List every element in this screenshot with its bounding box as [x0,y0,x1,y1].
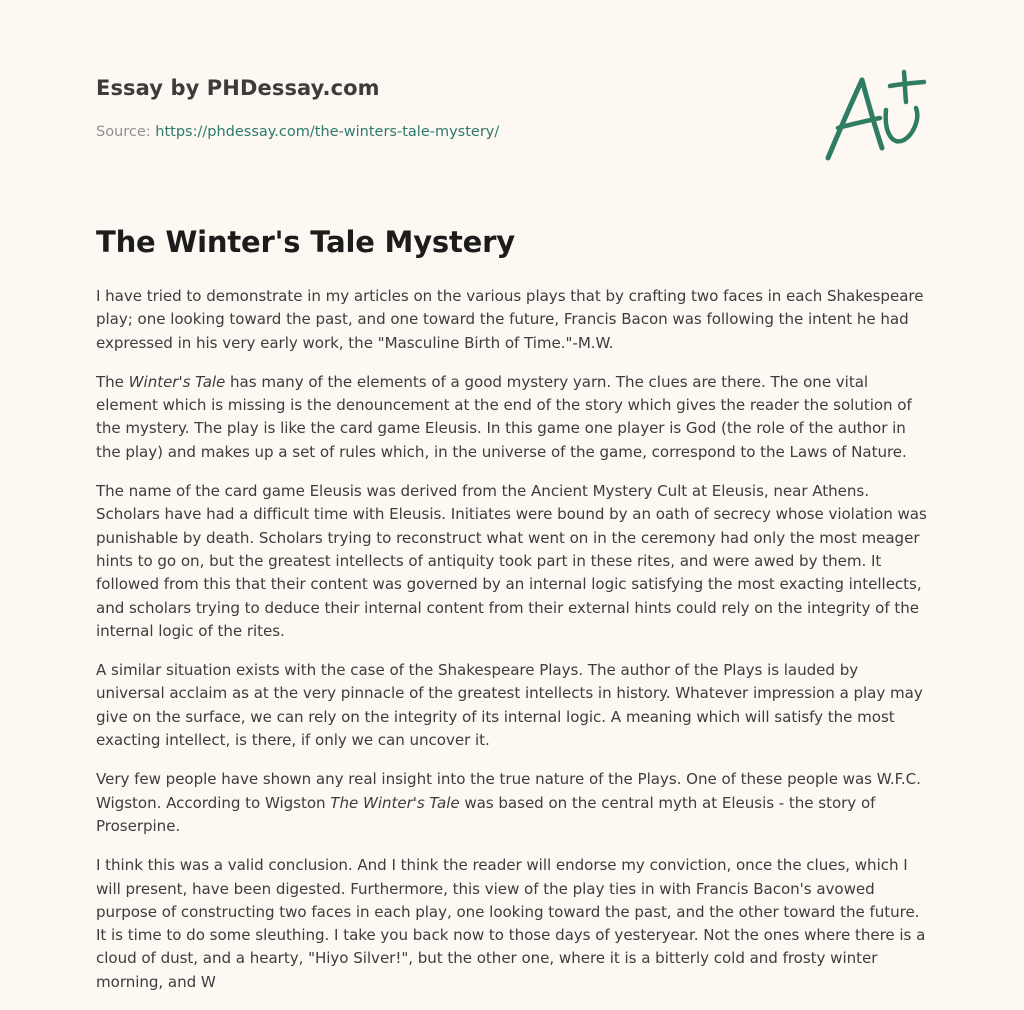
paragraph-text: A similar situation exists with the case of the Shakespeare Plays. The author of the Plays is lauded by universal acclaim as at the very pinnacle of the greatest intellects in history. Whatever impression a play may give on the surface, we can rely on the integrity of its internal logic. A meaning which will satisfy the most exacting intellect, is there, if only we can uncover it. [96,661,923,750]
essay-paragraph [96,768,930,838]
a-plus-logo-icon [824,66,928,166]
paragraph-text: Very few people have shown any real insight into the true nature of the Plays. One of these people was W.F.C. Wigston. According to Wigston [96,770,921,812]
essay-paragraph [96,659,930,752]
essay-paragraph [96,854,930,994]
essay-paragraph [96,480,930,643]
source-line [96,124,499,140]
paragraph-text: has many of the elements of a good mystery yarn. The clues are there. The one vital element which is missing is the denouncement at the end of the story which gives the reader the solution of the mystery. The play is like the card game Eleusis. In this game one player is God (the role of the author in the play) and makes up a set of rules which, in the universe of the game, correspond to the Laws of Nature. [96,372,912,461]
essay-body [96,285,930,1010]
italic-title-text: The Winter's Tale [330,793,460,812]
essay-paragraph [96,285,930,355]
paragraph-text: I have tried to demonstrate in my articles on the various plays that by crafting two faces in each Shakespeare play; one looking toward the past, and one toward the future, Francis Bacon was following the intent he had expressed in his very early work, the "Masculine Birth of Time."-M.W. [96,287,924,352]
paragraph-text: was based on the central myth at Eleusis - the story of Proserpine. [96,793,876,835]
paragraph-text: I think this was a valid conclusion. And I think the reader will endorse my conviction, once the clues, which I will present, have been digested. Furthermore, this view of the play ties in with Francis Bacon's avowed purpose of constructing two faces in each play, one looking toward the past, and the other toward the future. It is time to do some sleuthing. I take you back now to those days of yesteryear. Not the ones where there is a cloud of dust, and a hearty, "Hiyo Silver!", but the other one, where it is a bitterly cold and frosty winter morning, and W [96,856,926,991]
essay-paragraph [96,371,930,464]
site-title: Essay by PHDessay.com [96,76,380,100]
source-label: Source: [96,124,151,140]
source-link[interactable]: https://phdessay.com/the-winters-tale-mystery/ [155,124,500,140]
paragraph-text: The [96,372,129,391]
italic-title-text: Winter's Tale [128,372,226,391]
paragraph-text: The name of the card game Eleusis was derived from the Ancient Mystery Cult at Eleusis, near Athens. Scholars have had a difficult time with Eleusis. Initiates were bound by an oath of secrecy whose violation was punishable by death. Scholars trying to reconstruct what went on in the ceremony had only the most meager hints to go on, but the greatest intellects of antiquity took part in these rites, and were awed by them. It followed from this that their content was governed by an internal logic satisfying the most exacting intellects, and scholars trying to deduce their internal content from their external hints could rely on the integrity of the internal logic of the rites. [96,482,927,640]
essay-page [96,0,928,991]
essay-title: The Winter's Tale Mystery [96,225,515,259]
